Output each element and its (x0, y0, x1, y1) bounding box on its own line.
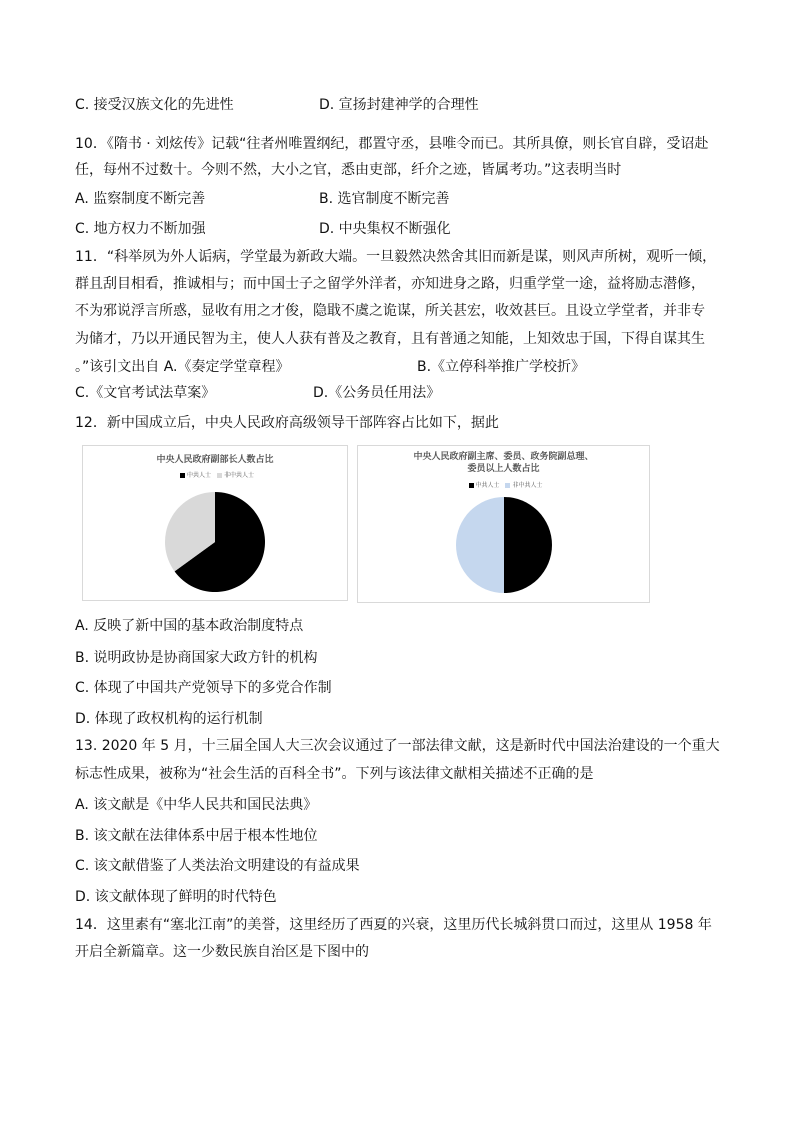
q10-option-c: C. 地方权力不断加强 (75, 221, 206, 237)
q11-stem-line-3: 不为邪说浮言所惑，显收有用之才俊，隐戢不虞之诡谋，所关甚宏，收效甚巨。且设立学堂者，并非专 (75, 303, 705, 319)
q14-stem-line-1: 14．这里素有“塞北江南”的美誉，这里经历了西夏的兴衰，这里历代长城斜贯口而过，这里从 1958 年 (75, 917, 712, 933)
q13-option-c: C. 该文献借鉴了人类法治文明建设的有益成果 (75, 858, 360, 874)
q12-option-d: D. 体现了政权机构的运行机制 (75, 711, 263, 727)
q12-option-c: C. 体现了中国共产党领导下的多党合作制 (75, 680, 332, 696)
q10-stem-line-1: 10．《隋书 · 刘炫传》记载“往者州唯置纲纪，郡置守丞，县唯令而已。其所具僚，则长官自辟，受诏赴 (75, 136, 709, 152)
q12-stem: 12．新中国成立后，中央人民政府高级领导干部阵容占比如下，据此 (75, 415, 499, 431)
q11-option-b: B.《立停科举推广学校折》 (417, 359, 586, 375)
q11-option-d: D.《公务员任用法》 (313, 385, 441, 401)
q13-option-b: B. 该文献在法律体系中居于根本性地位 (75, 828, 318, 844)
q10-option-d: D. 中央集权不断强化 (319, 221, 451, 237)
q9-option-c: C. 接受汉族文化的先进性 (75, 97, 234, 113)
q13-option-d: D. 该文献体现了鲜明的时代特色 (75, 889, 277, 905)
q9-option-d: D. 宣扬封建神学的合理性 (319, 97, 479, 113)
q13-option-a: A. 该文献是《中华人民共和国民法典》 (75, 797, 318, 813)
pie-2-slice-non-ccp (456, 497, 504, 593)
pie-chart-1 (83, 446, 347, 600)
legend-label-ccp: 中共人士 (187, 472, 212, 479)
pie-chart-2-title-line-2: 委员以上人数占比 (467, 464, 540, 474)
q10-option-a: A. 监察制度不断完善 (75, 191, 206, 207)
q11-stem-line-2: 群且刮目相看，推诚相与；而中国士子之留学外洋者，亦知进身之路，归重学堂一途，益将励志潜修， (75, 276, 705, 292)
pie-2-slice-ccp (504, 497, 552, 593)
q11-option-c: C.《文官考试法草案》 (75, 385, 216, 401)
q11-stem-last-line: 。”该引文出自 A.《奏定学堂章程》 (75, 359, 290, 375)
q13-stem-line-2: 标志性成果，被称为“社会生活的百科全书”。下列与该法律文献相关描述不正确的是 (75, 766, 594, 782)
q11-stem-line-1: 11．“科举夙为外人诟病，学堂最为新政大端。一旦毅然决然舍其旧而新是谋，则风声所树，观听一倾， (75, 249, 717, 265)
legend-label-ccp: 中共人士 (475, 482, 500, 489)
pie-chart-2 (358, 446, 649, 602)
legend-label-non-ccp: 非中共人士 (512, 482, 543, 489)
q12-option-b: B. 说明政协是协商国家大政方针的机构 (75, 650, 318, 666)
q12-option-a: A. 反映了新中国的基本政治制度特点 (75, 618, 304, 634)
pie-chart-1-panel (82, 445, 348, 601)
q14-stem-line-2: 开启全新篇章。这一少数民族自治区是下图中的 (75, 944, 369, 960)
q11-stem-line-4: 为储才，乃以开通民智为主，使人人获有普及之教育，且有普通之知能，上知效忠于国，下得自谋其生 (75, 331, 705, 347)
legend-label-non-ccp: 非中共人士 (223, 472, 254, 479)
pie-chart-2-panel (357, 445, 650, 603)
q13-stem-line-1: 13. 2020 年 5 月，十三届全国人大三次会议通过了一部法律文献，这是新时代中国法治建设的一个重大 (75, 738, 720, 754)
q10-option-b: B. 选官制度不断完善 (319, 191, 450, 207)
q10-stem-line-2: 任，每州不过数十。今则不然，大小之官，悉由吏部，纤介之迹，皆属考功。”这表明当时 (75, 162, 622, 178)
pie-chart-1-title: 中央人民政府副部长人数占比 (156, 455, 274, 465)
pie-chart-2-title-line-1: 中央人民政府副主席、委员、政务院副总理、 (413, 452, 594, 462)
